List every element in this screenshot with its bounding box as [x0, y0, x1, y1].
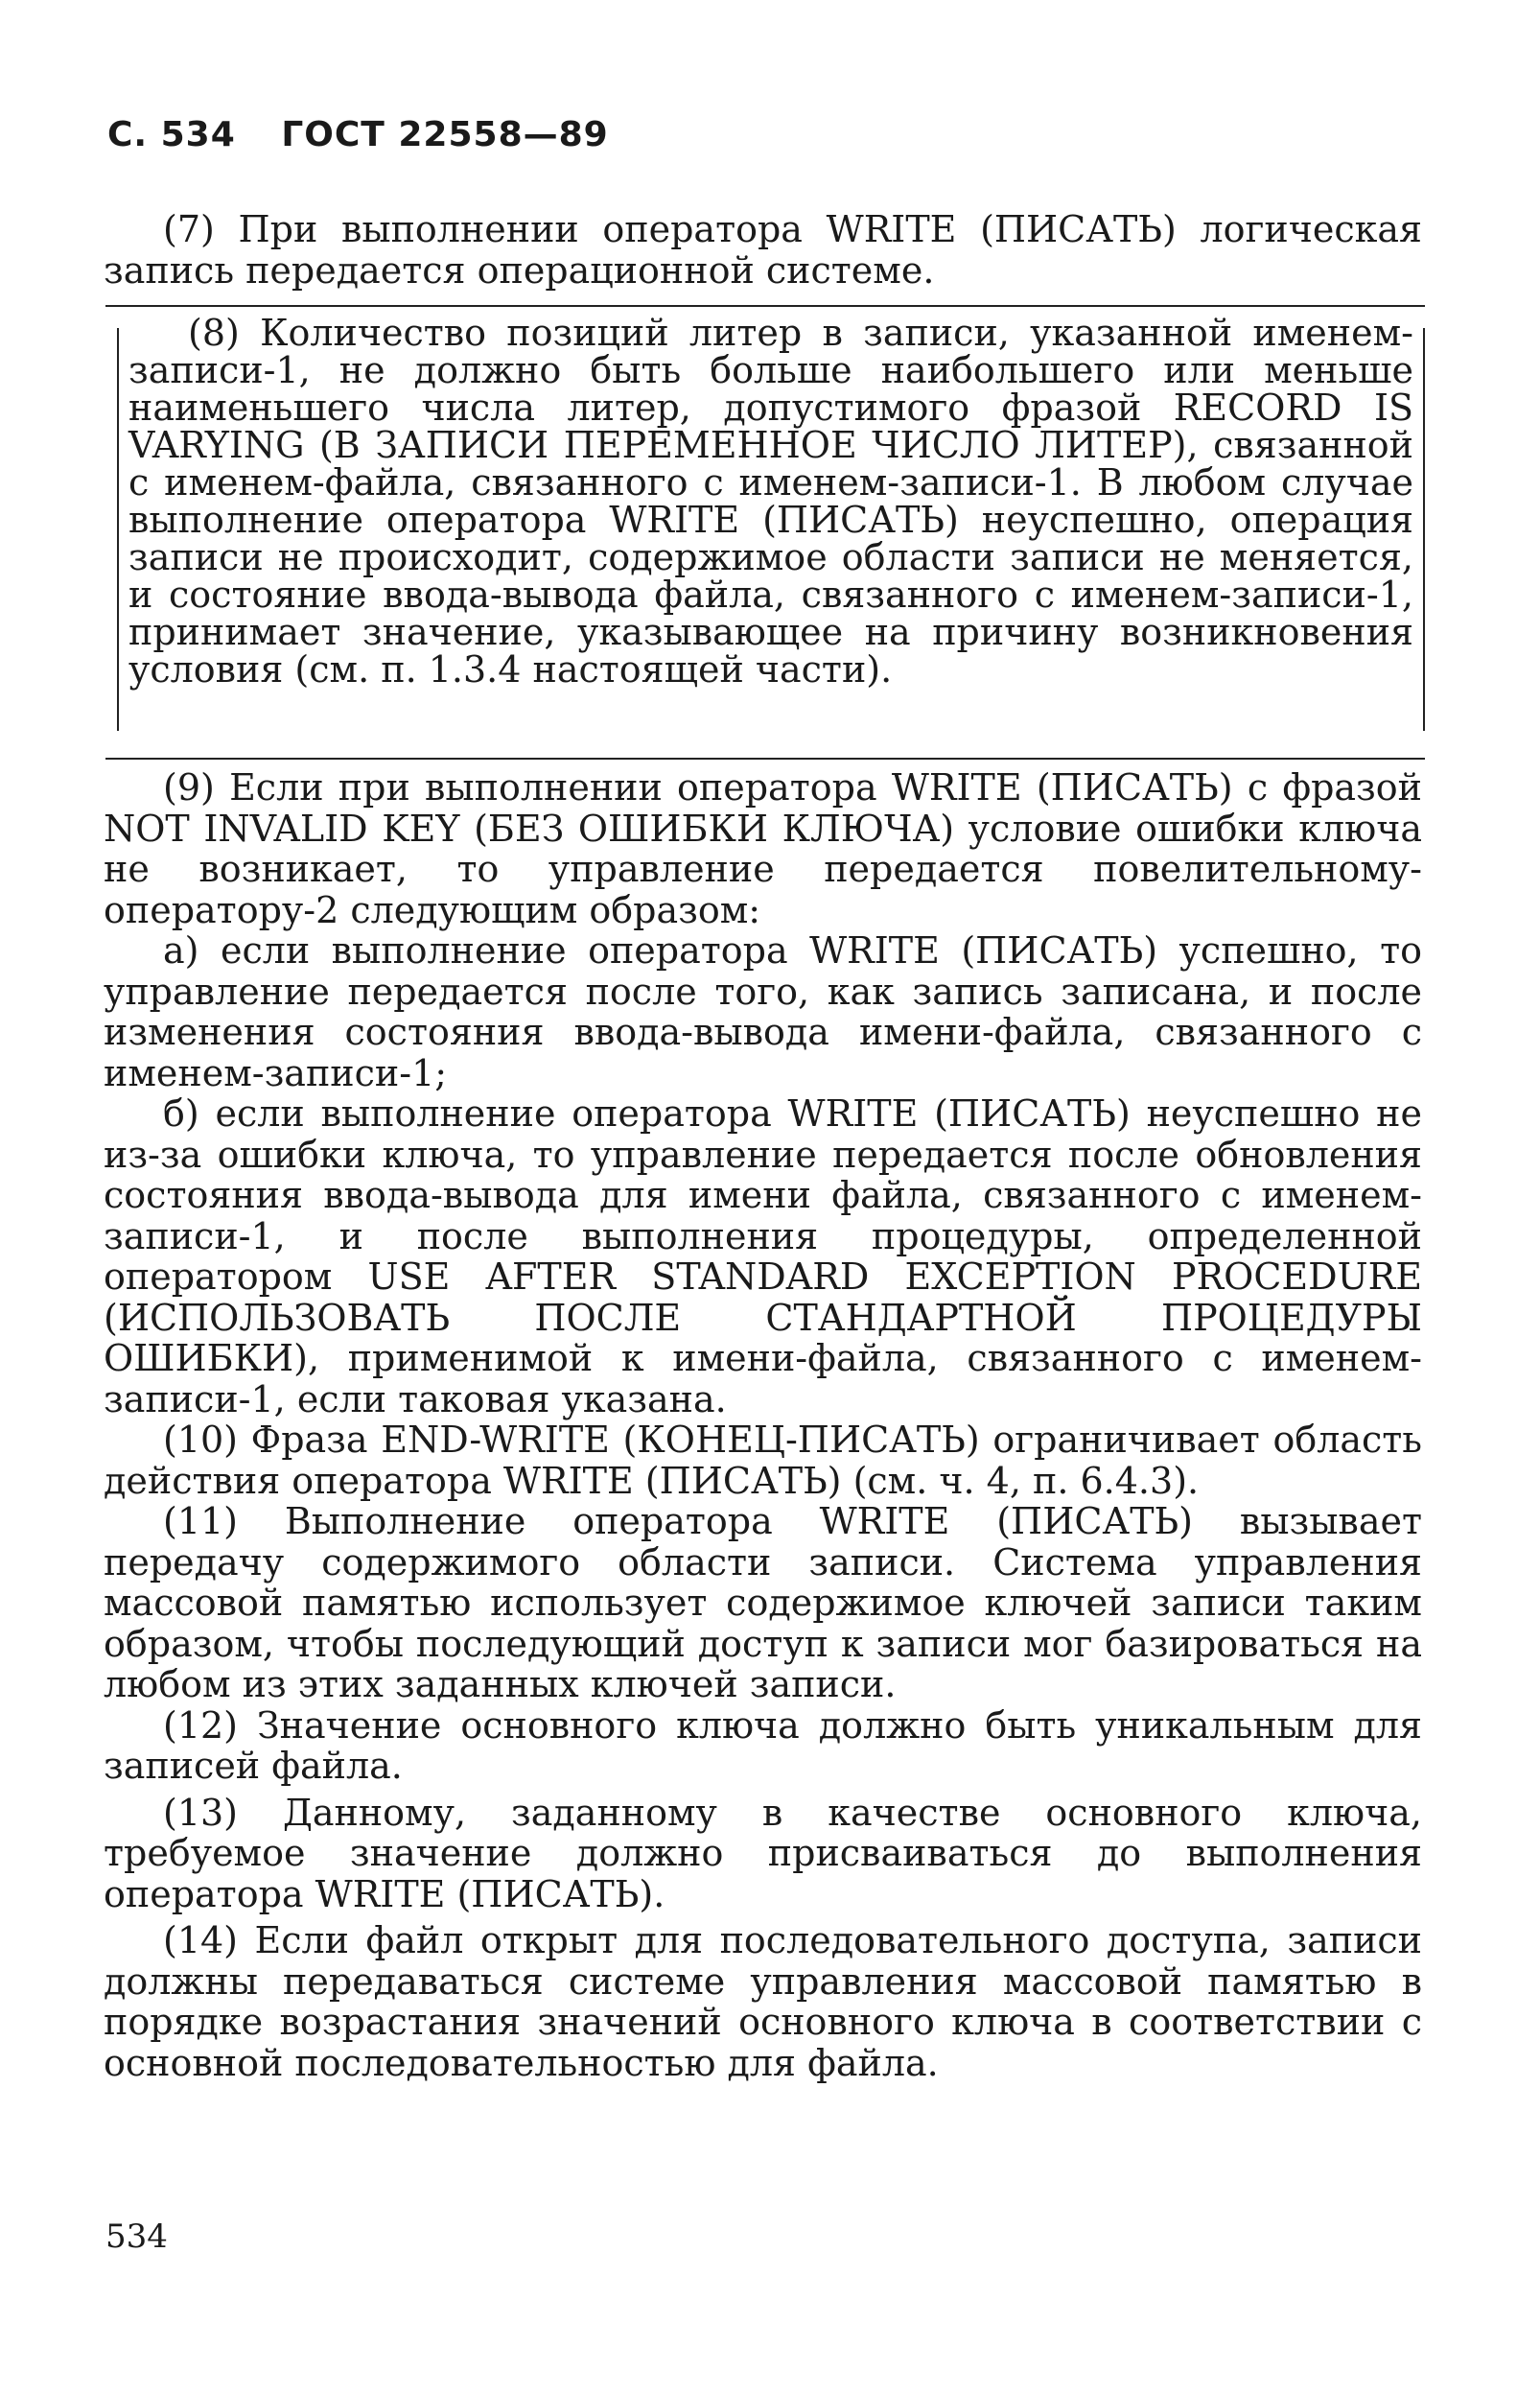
page-number: 534 [105, 2217, 168, 2256]
paragraph-9b: б) если выполнение оператора WRITE (ПИСАТЬ) неуспешно не из-за ошибки ключа, то управление передается после обновления состояния ввода-вывода для имени файла, связанного с именем-записи-1, и после выполнения процедуры, определенной оператором USE AFTER STANDARD EXCEPTION PROCEDURE (ИСПОЛЬЗОВАТЬ ПОСЛЕ СТАНДАРТНОЙ ПРОЦЕДУРЫ ОШИБКИ), применимой к имени-файла, связанного с именем-записи-1, если таковая указана. [104, 1092, 1422, 1420]
page-reference: С. 534 [107, 115, 236, 154]
paragraph-13: (13) Данному, заданному в качестве основного ключа, требуемое значение должно присваиваться до выполнения оператора WRITE (ПИСАТЬ). [104, 1791, 1422, 1915]
standard-code: ГОСТ 22558—89 [281, 115, 609, 154]
box-left-rule [117, 328, 119, 731]
paragraph-12: (12) Значение основного ключа должно быть уникальным для записей файла. [104, 1703, 1422, 1787]
paragraph-9: (9) Если при выполнении оператора WRITE (ПИСАТЬ) с фразой NOT INVALID KEY (БЕЗ ОШИБКИ КЛЮЧА) условие ошибки ключа не возникает, то управление передается повелительному-оператору-2 следующим образом: [104, 766, 1422, 931]
page-header [107, 115, 642, 154]
boxed-paragraph-8 [105, 305, 1425, 760]
paragraph-7-block [104, 209, 1422, 291]
main-text-column [104, 767, 1422, 2083]
paragraph-9a: а) если выполнение оператора WRITE (ПИСАТЬ) успешно, то управление передается после того, как запись записана, и после изменения состояния ввода-вывода имени-файла, связанного с именем-записи-1; [104, 929, 1422, 1094]
paragraph-8: (8) Количество позиций литер в записи, указанной именем-записи-1, не должно быть больше наибольшего или меньше наименьшего числа литер, допустимого фразой RECORD IS VARYING (В ЗАПИСИ ПЕРЕМЕННОЕ ЧИСЛО ЛИТЕР), связанной с именем-файла, связанного с именем-записи-1. В любом случае выполнение оператора WRITE (ПИСАТЬ) неуспешно, операция записи не происходит, содержимое области записи не меняется, и состояние ввода-вывода файла, связанного с именем-записи-1, принимает значение, указывающее на причину возникновения условия (см. п. 1.3.4 настоящей части). [128, 312, 1413, 691]
paragraph-11: (11) Выполнение оператора WRITE (ПИСАТЬ) вызывает передачу содержимого области записи. Система управления массовой памятью использует содержимое ключей записи таким образом, чтобы последующий доступ к записи мог базироваться на любом из этих заданных ключей записи. [104, 1500, 1422, 1705]
paragraph-14: (14) Если файл открыт для последовательного доступа, записи должны передаваться системе управления массовой памятью в порядке возрастания значений основного ключа в соответствии с основной последовательностью для файла. [104, 1919, 1422, 2084]
paragraph-7: (7) При выполнении оператора WRITE (ПИСАТЬ) логическая запись передается операционной системе. [104, 208, 1422, 292]
paragraph-10: (10) Фраза END-WRITE (КОНЕЦ-ПИСАТЬ) ограничивает область действия оператора WRITE (ПИСАТЬ) (см. ч. 4, п. 6.4.3). [104, 1419, 1422, 1502]
paragraph-8-container [128, 312, 1413, 691]
box-right-rule [1423, 328, 1425, 731]
